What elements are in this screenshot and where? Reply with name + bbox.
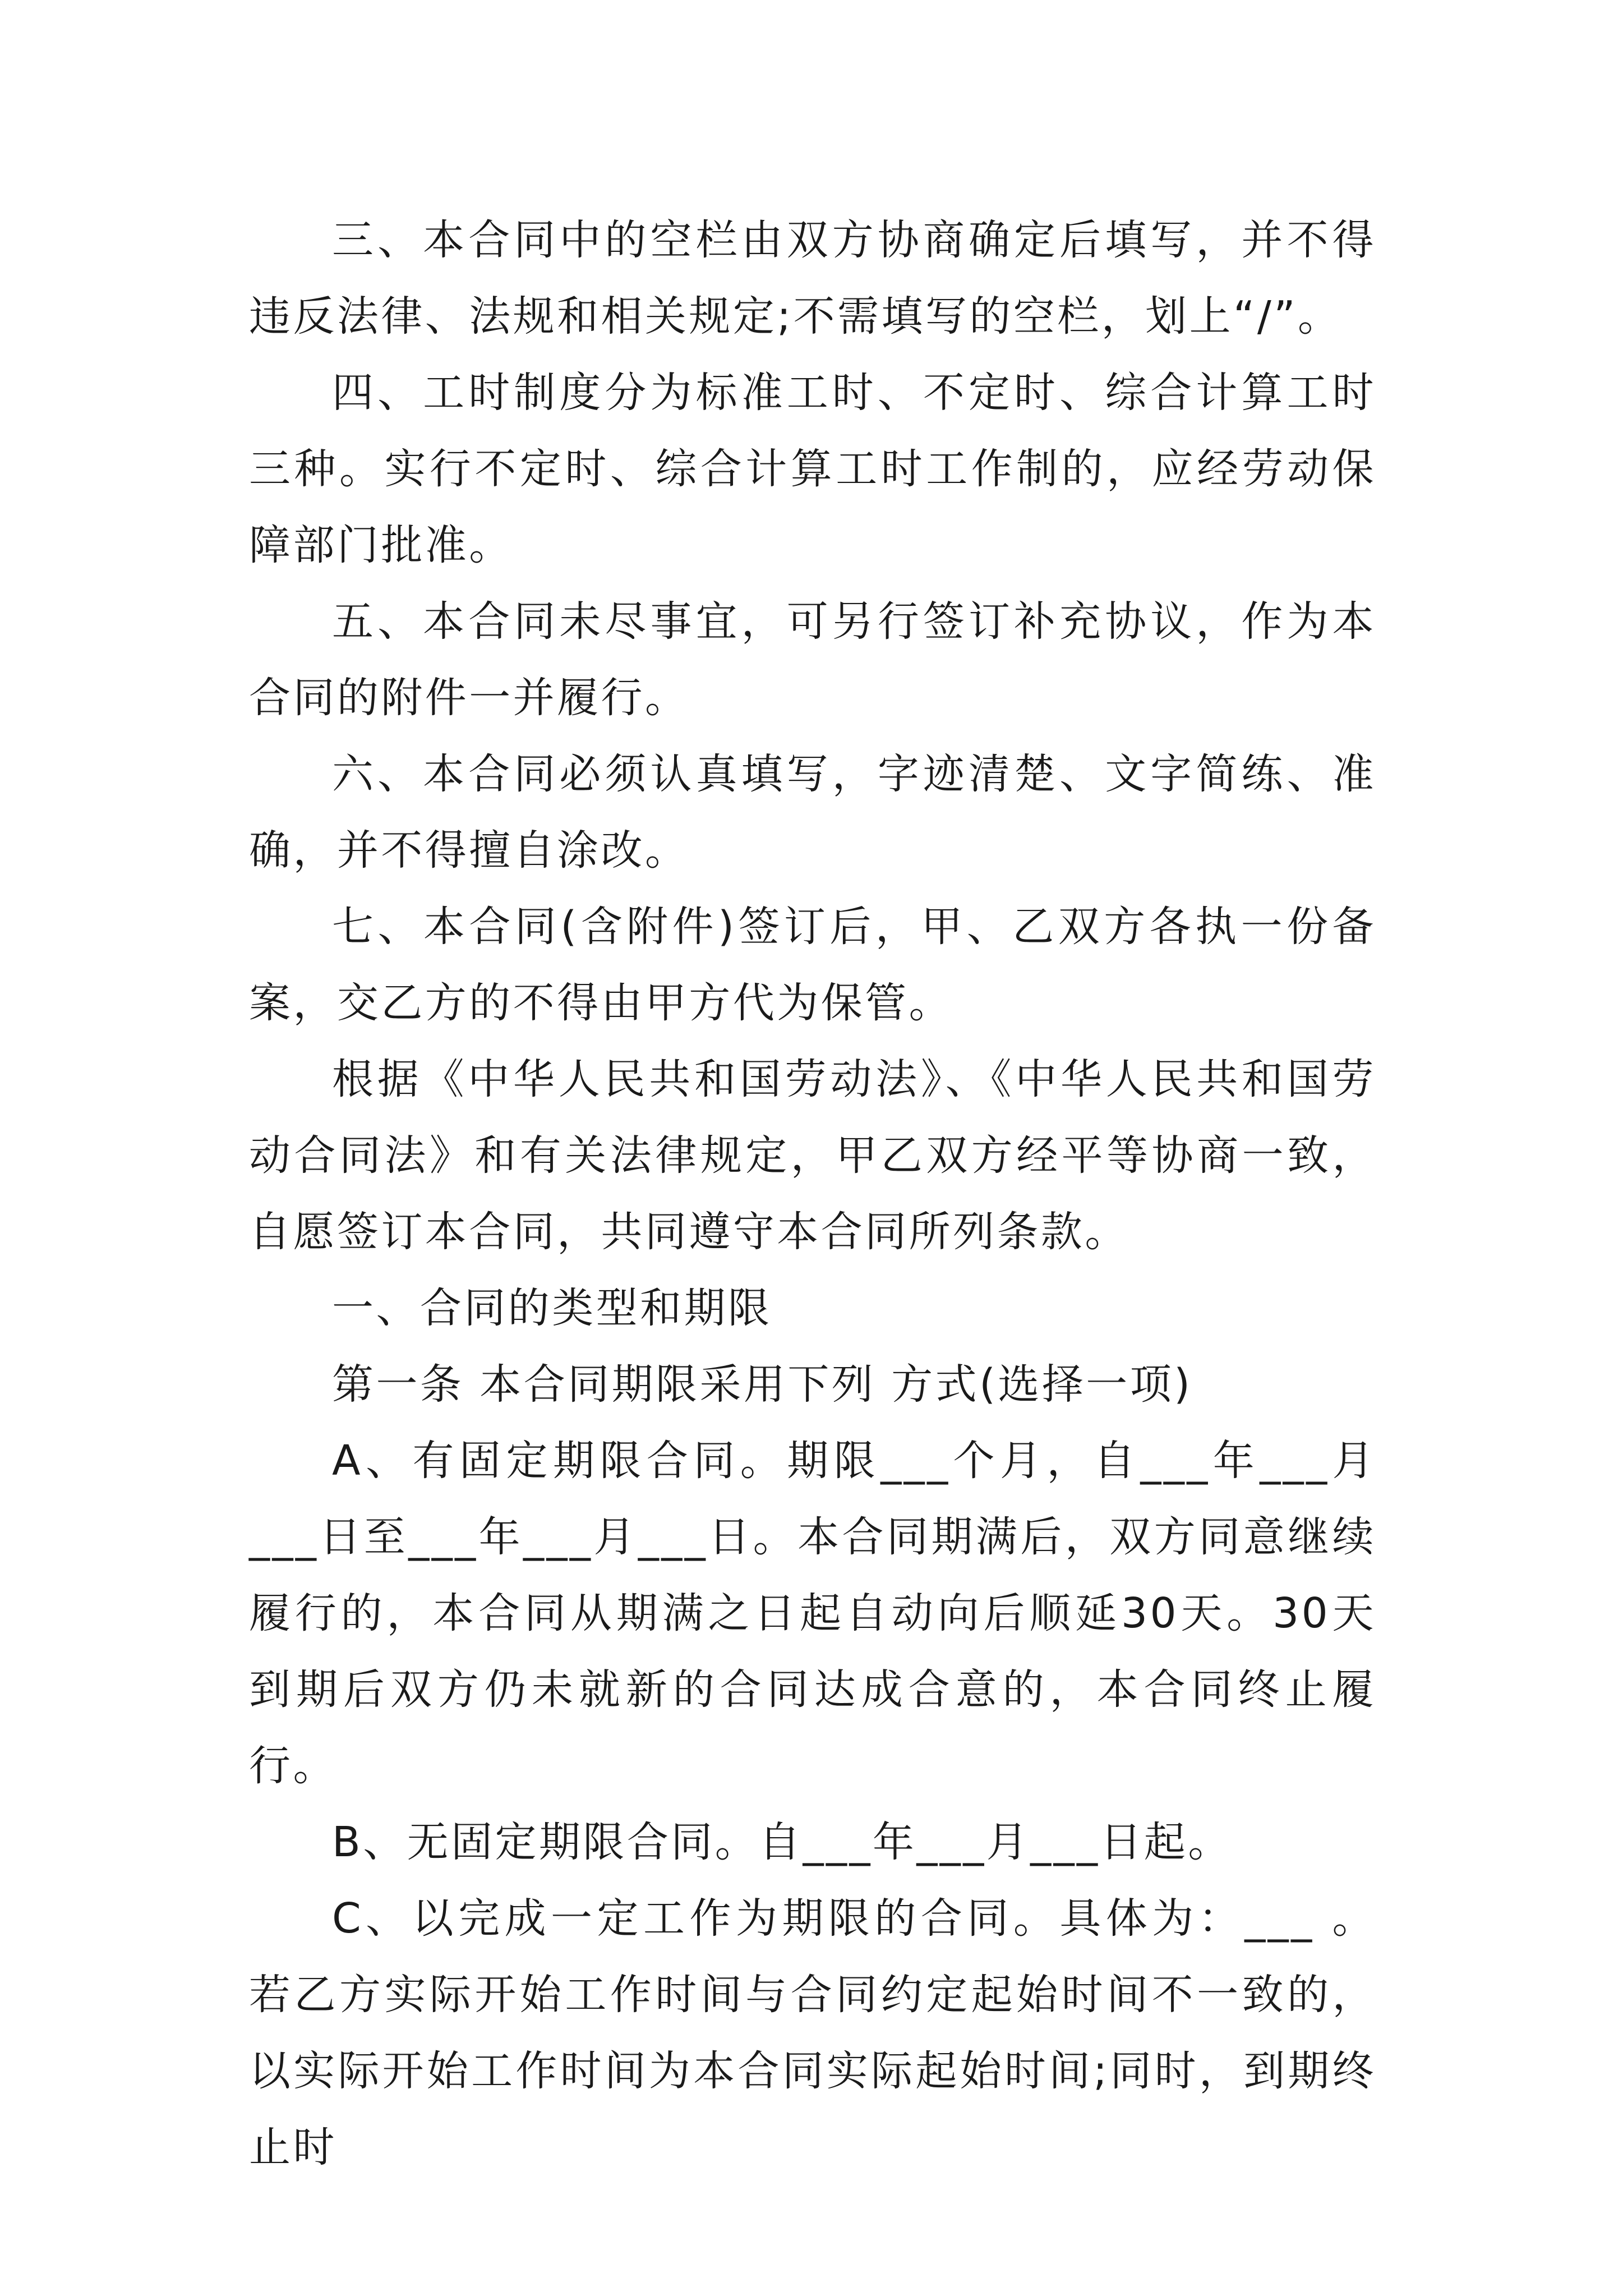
clause-7-paragraph: 七、本合同(含附件)签订后，甲、乙双方各执一份备案，交乙方的不得由甲方代为保管。 <box>249 903 1376 1027</box>
article-1-paragraph: 第一条 本合同期限采用下列 方式(选择一项) <box>332 1360 1193 1409</box>
option-c-paragraph: C、以完成一定工作为期限的合同。具体为：___ 。 若乙方实际开始工作时间与合同约定起始时间不一致的，以实际开始工作时间为本合同实际起始时间;同时，到期终止时 <box>249 1894 1376 2171</box>
clause-6-paragraph: 六、本合同必须认真填写，字迹清楚、文字简练、准确，并不得擅自涂改。 <box>249 750 1376 875</box>
document-body <box>249 202 1376 2185</box>
section-heading: 一、合同的类型和期限 <box>332 1284 772 1332</box>
clause-4-paragraph: 四、工时制度分为标准工时、不定时、综合计算工时三种。实行不定时、综合计算工时工作制的，应经劳动保障部门批准。 <box>249 369 1376 569</box>
preamble-paragraph: 根据《中华人民共和国劳动法》、《中华人民共和国劳动合同法》和有关法律规定，甲乙双方经平等协商一致，自愿签订本合同，共同遵守本合同所列条款。 <box>249 1055 1376 1256</box>
option-b-paragraph: B、无固定期限合同。自___年___月___日起。 <box>332 1818 1232 1866</box>
clause-3-paragraph: 三、本合同中的空栏由双方协商确定后填写，并不得违反法律、法规和相关规定;不需填写的空栏，划上“/”。 <box>249 216 1376 341</box>
option-a-paragraph: A、有固定期限合同。期限___个月，自___年___月___日至___年___月___日。本合同期满后，双方同意继续履行的，本合同从期满之日起自动向后顺延30天。30天到期后双方仍未就新的合同达成合意的，本合同终止履行。 <box>249 1437 1376 1790</box>
clause-5-paragraph: 五、本合同未尽事宜，可另行签订补充协议，作为本合同的附件一并履行。 <box>249 597 1376 722</box>
